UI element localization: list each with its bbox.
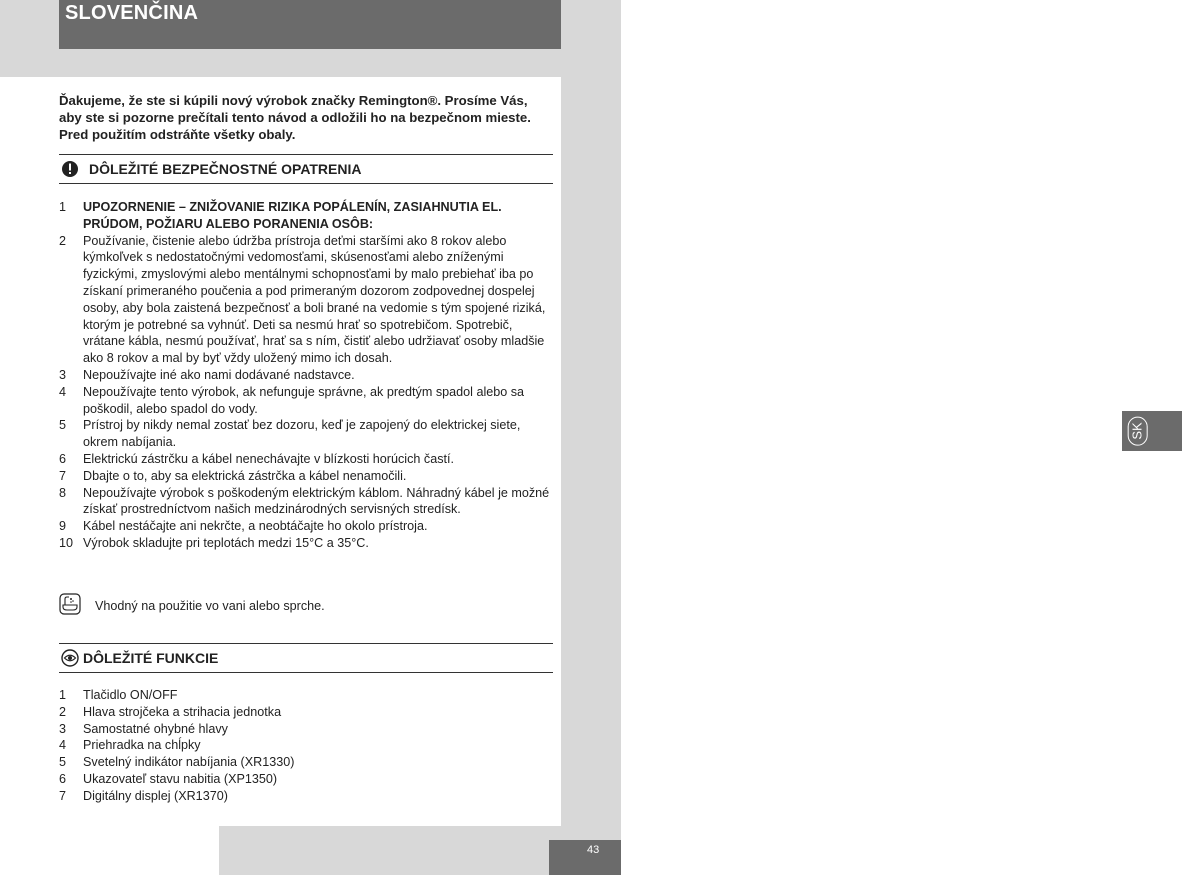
list-item: 4 Priehradka na chĺpky: [59, 738, 201, 753]
language-title-box: [59, 0, 561, 49]
list-item: 3 Nepoužívajte iné ako nami dodávané nadstavce.: [59, 367, 355, 382]
intro-paragraph: Ďakujeme, že ste si kúpili nový výrobok značky Remington®. Prosíme Vás, aby ste si pozorne prečítali tento návod a odložili ho na bezpečnom mieste. Pred použitím odstráňte všetky obaly.: [59, 93, 531, 142]
list-item: 5 Svetelný indikátor nabíjania (XR1330): [59, 755, 295, 770]
lang-tab-d[interactable]: D: [1126, 100, 1156, 125]
lang-tab-i[interactable]: I: [1126, 239, 1156, 264]
list-item: 9 Kábel nestáčajte ani nekrčte, a neobtáčajte ho okolo prístroja.: [59, 519, 428, 534]
list-item: 4 Nepoužívajte tento výrobok, ak nefunguje správne, ak predtým spadol alebo sa poškodil, alebo spadol do vody.: [59, 384, 525, 416]
lang-tab-hr[interactable]: HR: [1126, 741, 1156, 766]
list-item: 2 Hlava strojčeka a strihacia jednotka: [59, 704, 282, 719]
safety-section-header: [59, 154, 553, 184]
safety-section-title: DÔLEŽITÉ BEZPEČNOSTNÉ OPATRENIA: [89, 161, 362, 177]
features-section-title: DÔLEŽITÉ FUNKCIE: [83, 650, 219, 666]
bottom-band: [219, 826, 561, 875]
lang-tab-sl[interactable]: SL: [1126, 705, 1156, 730]
list-item: 1 UPOZORNENIE – ZNIŽOVANIE RIZIKA POPÁLENÍN, ZASIAHNUTIA EL. PRÚDOM, POŽIARU ALEBO PORANENIA OSÔB:: [59, 200, 502, 231]
lang-tab-fin[interactable]: FIN: [1126, 347, 1156, 372]
lang-tab-tr[interactable]: TR: [1126, 597, 1156, 622]
bath-note-text: Vhodný na použitie vo vani alebo sprche.: [95, 599, 325, 613]
lang-tab-e[interactable]: E: [1126, 203, 1156, 228]
page-number-box: [549, 840, 621, 875]
lang-tab-p[interactable]: P: [1126, 382, 1156, 407]
page-title: SLOVENČINA: [65, 2, 199, 24]
lang-tab-pl[interactable]: PL: [1126, 488, 1156, 513]
safety-list: [59, 199, 553, 552]
lang-tab-ro[interactable]: RO: [1126, 633, 1156, 658]
lang-tab-sk-active[interactable]: SK: [1122, 411, 1182, 451]
lang-tab-s[interactable]: S: [1126, 311, 1156, 336]
list-item: 10 Výrobok skladujte pri teplotách medzi 15°C a 35°C.: [59, 535, 369, 550]
list-item: 3 Samostatné ohybné hlavy: [59, 721, 228, 736]
list-item: 6 Ukazovateľ stavu nabitia (XP1350): [59, 771, 278, 786]
lang-tab-gb[interactable]: GB: [1126, 75, 1156, 100]
list-item: 5 Prístroj by nikdy nemal zostať bez dozoru, keď je zapojený do elektrickej siete, okrem nabíjania.: [59, 418, 521, 450]
language-sidebar: [561, 77, 1147, 875]
list-item: 7 Digitálny displej (XR1370): [59, 788, 228, 803]
lang-tab-nl[interactable]: NL: [1126, 136, 1156, 161]
features-section-header: [59, 643, 553, 673]
list-item: 2 Používanie, čistenie alebo údržba prístroja deťmi staršími ako 8 rokov alebo kýmkoľvek s nedostatočnými vedomosťami, skúsenosťami alebo zníženými fyzickými, zmyslovými alebo mentálnymi schopnosťami by malo prebiehať iba po získaní primeraného poučenia a pod primeraným dozorom zodpovednej dospelej osoby, aby bola zaistená bezpečnosť a boli brané na vedomie s tým spojené riziká, ktorým je potrebné sa vyhnúť. Deti sa nesmú hrať so spotrebičom. Spotrebič, vrátane kábla, nesmú používať, hrať sa s ním, čistiť alebo udržiavať osoby mladšie ako 8 rokov a mal by byť vždy uložený mimo ich dosah.: [59, 233, 546, 366]
eye-icon: [61, 649, 79, 667]
list-item: 6 Elektrickú zástrčku a kábel nenechávajte v blízkosti horúcich častí.: [59, 451, 454, 466]
bath-suitability-note: [59, 594, 549, 618]
list-item: 7 Dbajte o to, aby sa elektrická zástrčka a kábel nenamočili.: [59, 468, 407, 483]
lang-tab-f[interactable]: F: [1126, 172, 1156, 197]
page-number: 43: [587, 844, 600, 856]
lang-tab-ru[interactable]: RU: [1126, 561, 1156, 586]
features-list: [59, 687, 553, 805]
lang-tab-cz[interactable]: CZ: [1126, 452, 1156, 477]
lang-tab-gr[interactable]: GR: [1126, 669, 1156, 694]
bath-shower-icon: [59, 593, 81, 620]
lang-tab-ae[interactable]: AE: [1126, 777, 1156, 802]
lang-tab-dk[interactable]: DK: [1126, 275, 1156, 300]
list-item: 8 Nepoužívajte výrobok s poškodeným elektrickým káblom. Náhradný kábel je možné získať prostredníctvom našich medzinárodných servisných stredísk.: [59, 485, 550, 517]
list-item: 1 Tlačidlo ON/OFF: [59, 688, 178, 702]
exclamation-icon: [61, 160, 79, 178]
lang-tab-hun[interactable]: HUN: [1126, 524, 1156, 549]
